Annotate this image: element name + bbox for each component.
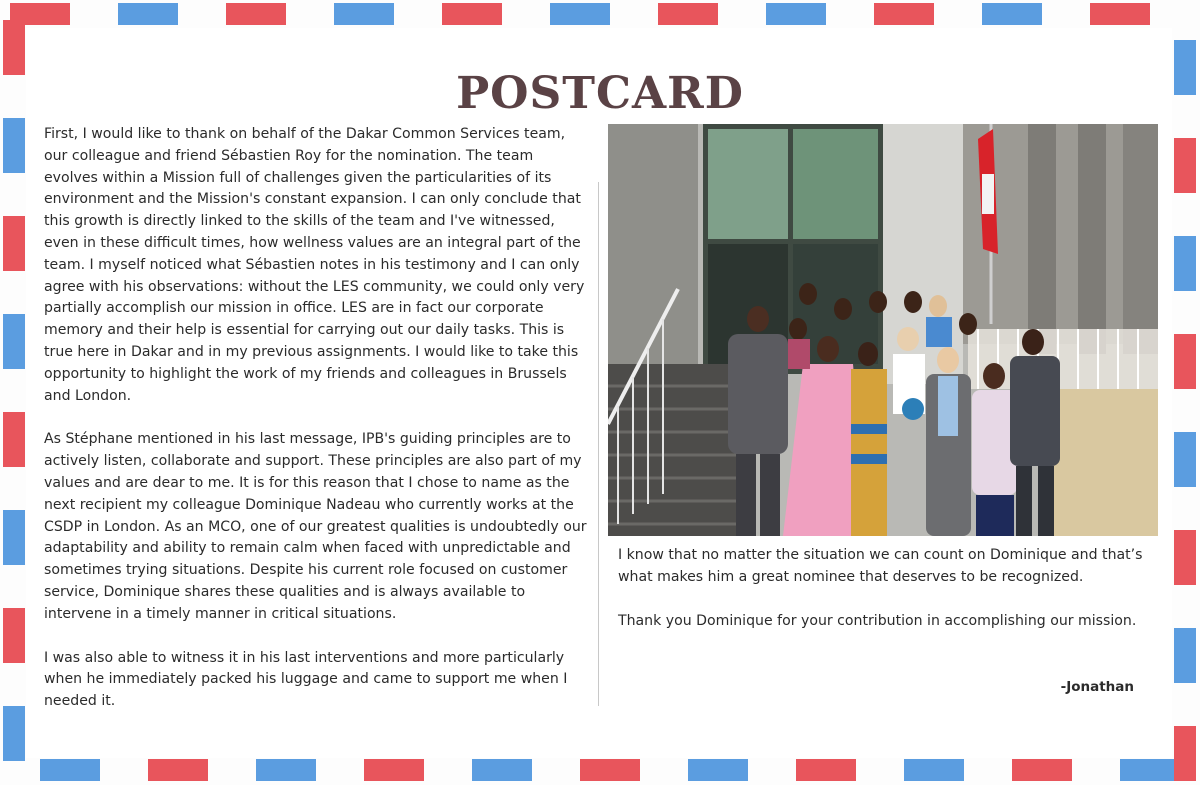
- border-stripe: [1174, 334, 1196, 389]
- border-stripe: [442, 3, 502, 25]
- border-stripe: [1120, 759, 1180, 781]
- group-photo-illustration: [608, 124, 1158, 536]
- border-stripe: [40, 759, 100, 781]
- border-stripe: [3, 314, 25, 369]
- letter-paragraph: First, I would like to thank on behalf of the Dakar Common Services team, our colleague and friend Sébastien Roy for the nomination. The team evolves within a Mission full of challenges given the particularities of its environment and the Mission's constant expansion. I can only conclude that this growth is directly linked to the skills of the team and I've witnessed, even in these difficult times, how wellness values are an integral part of the team. I myself noticed what Sébastien notes in his testimony and I can only agree with his observations: without the LES community, we could only very partially accomplish our mission in office. LES are in fact our corporate memory and their help is essential for carrying out our daily tasks. This is true here in Dakar and in my previous assignments. I would like to take this opportunity to highlight the work of my friends and colleagues in Brussels and London.: [44, 126, 585, 404]
- border-stripe: [1174, 628, 1196, 683]
- border-stripe: [688, 759, 748, 781]
- border-stripe: [3, 706, 25, 761]
- letter-paragraph: As Stéphane mentioned in his last message, IPB's guiding principles are to actively listen, collaborate and support. These principles are also part of my values and are dear to me. It is for this reason that I chose to name as the next recipient my colleague Dominique Nadeau who currently works at the CSDP in London. As an MCO, one of our greatest qualities is undoubtedly our adaptability and ability to remain calm when faced with unpredictable and sometimes trying situations. Despite his current role focused on customer service, Dominique shares these qualities and is always available to intervene in a timely manner in critical situations.: [44, 431, 587, 622]
- border-stripe: [766, 3, 826, 25]
- border-stripe: [1012, 759, 1072, 781]
- border-stripe: [550, 3, 610, 25]
- letter-paragraph: Thank you Dominique for your contribution in accomplishing our mission.: [618, 613, 1137, 629]
- letter-left-column: [44, 124, 589, 735]
- letter-right-column: [618, 544, 1158, 654]
- letter-paragraph: I was also able to witness it in his last interventions and more particularly when he immediately packed his luggage and came to support me when I needed it.: [44, 649, 568, 710]
- border-stripe: [1174, 726, 1196, 781]
- border-stripe: [3, 20, 25, 75]
- border-stripe: [148, 759, 208, 781]
- border-stripe: [256, 759, 316, 781]
- letter-paragraph: I know that no matter the situation we can count on Dominique and that’s what makes him a great nominee that deserves to be recognized.: [618, 547, 1143, 585]
- border-stripe: [3, 216, 25, 271]
- border-stripe: [658, 3, 718, 25]
- border-stripe: [334, 3, 394, 25]
- border-stripe: [1174, 530, 1196, 585]
- signature: -Jonathan: [1060, 679, 1134, 695]
- border-stripe: [580, 759, 640, 781]
- border-stripe: [874, 3, 934, 25]
- border-stripe: [982, 3, 1042, 25]
- border-stripe: [364, 759, 424, 781]
- border-stripe: [226, 3, 286, 25]
- border-stripe: [1174, 138, 1196, 193]
- border-stripe: [3, 118, 25, 173]
- border-stripe: [3, 608, 25, 663]
- group-photo: [608, 124, 1158, 536]
- border-stripe: [118, 3, 178, 25]
- border-stripe: [1174, 432, 1196, 487]
- border-stripe: [1090, 3, 1150, 25]
- border-stripe: [3, 510, 25, 565]
- border-stripe: [796, 759, 856, 781]
- border-stripe: [3, 412, 25, 467]
- column-divider: [598, 182, 599, 706]
- border-stripe: [904, 759, 964, 781]
- border-stripe: [1174, 236, 1196, 291]
- page-title: POSTCARD: [456, 68, 744, 119]
- border-stripe: [472, 759, 532, 781]
